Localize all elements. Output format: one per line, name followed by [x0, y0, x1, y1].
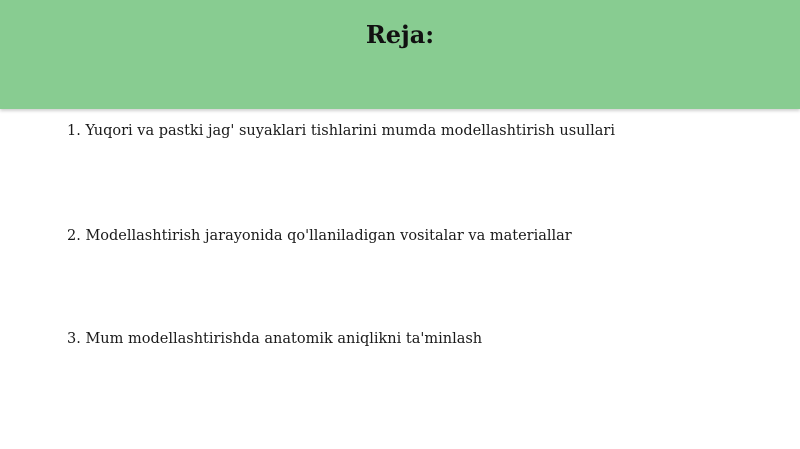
slide-title: Reja:: [365, 20, 435, 49]
plan-item: 3. Mum modellashtirishda anatomik aniqlikni ta'minlash: [67, 331, 483, 347]
plan-item: 2. Modellashtirish jarayonida qo'llaniladigan vositalar va materiallar: [67, 228, 572, 244]
header-band: [0, 0, 800, 109]
plan-item: 1. Yuqori va pastki jag' suyaklari tishlarini mumda modellashtirish usullari: [67, 123, 615, 139]
